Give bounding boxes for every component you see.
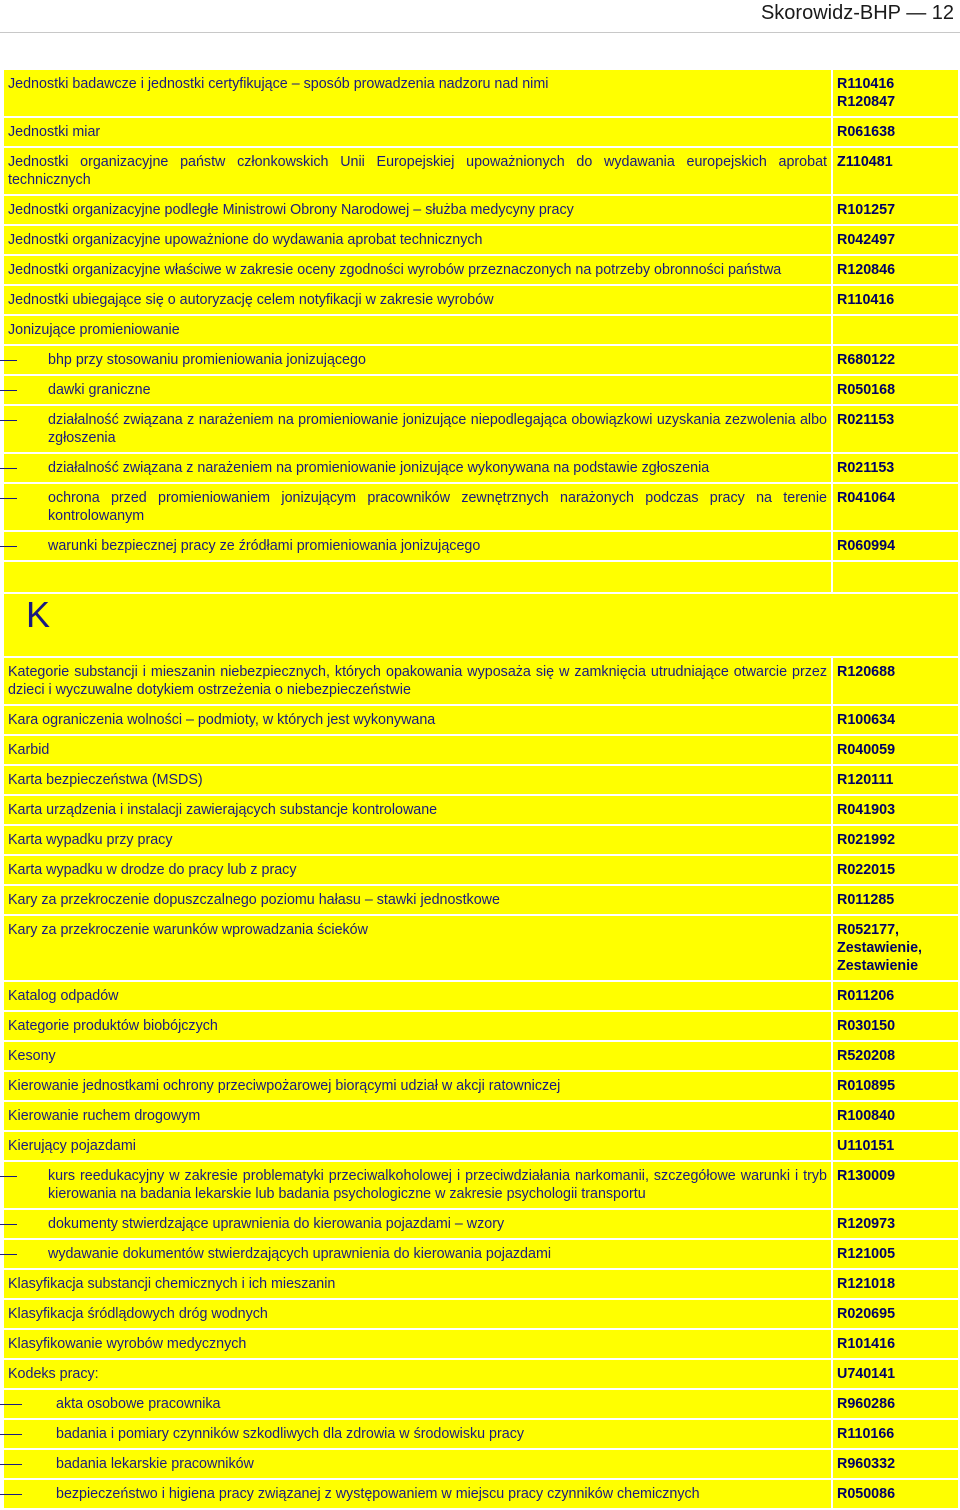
index-topic-cell bbox=[4, 1390, 831, 1418]
index-reference: U110151 bbox=[833, 1132, 958, 1160]
index-reference: R121018 bbox=[833, 1270, 958, 1298]
index-subentry bbox=[8, 351, 827, 369]
index-topic-cell bbox=[4, 658, 831, 704]
index-row bbox=[4, 148, 958, 194]
index-row bbox=[4, 406, 958, 452]
index-topic: Kierowanie jednostkami ochrony przeciwpożarowej biorącymi udział w akcji ratowniczej bbox=[8, 1078, 561, 1094]
index-row bbox=[4, 196, 958, 224]
em-dash-marker bbox=[0, 1176, 17, 1177]
index-topic: dokumenty stwierdzające uprawnienia do kierowania pojazdami – wzory bbox=[48, 1216, 505, 1232]
index-reference: R100840 bbox=[833, 1102, 958, 1130]
index-topic: Kodeks pracy: bbox=[8, 1366, 99, 1382]
index-row bbox=[4, 1072, 958, 1100]
index-row bbox=[4, 1240, 958, 1268]
index-row bbox=[4, 1042, 958, 1070]
index-row bbox=[4, 856, 958, 884]
section-letter-row bbox=[4, 594, 958, 656]
index-topic-cell bbox=[4, 766, 831, 794]
index-row bbox=[4, 982, 958, 1010]
index-topic-cell bbox=[4, 1132, 831, 1160]
index-reference: U740141 bbox=[833, 1360, 958, 1388]
index-topic-cell bbox=[4, 1420, 831, 1448]
index-row bbox=[4, 1270, 958, 1298]
index-topic: badania lekarskie pracowników bbox=[56, 1456, 254, 1472]
em-dash-marker bbox=[0, 1434, 22, 1435]
index-topic: Karta wypadku przy pracy bbox=[8, 832, 173, 848]
index-row bbox=[4, 1102, 958, 1130]
index-topic-cell bbox=[4, 376, 831, 404]
index-topic-cell bbox=[4, 916, 831, 980]
index-topic-cell bbox=[4, 1450, 831, 1478]
spacer-row bbox=[4, 562, 958, 592]
index-topic-cell bbox=[4, 826, 831, 854]
em-dash-marker bbox=[0, 546, 17, 547]
em-dash-marker bbox=[0, 420, 17, 421]
index-topic-cell bbox=[4, 316, 831, 344]
index-reference: R110166 bbox=[833, 1420, 958, 1448]
index-reference: R100634 bbox=[833, 706, 958, 734]
index-section-j bbox=[4, 70, 958, 560]
index-topic: dawki graniczne bbox=[48, 382, 151, 398]
index-row bbox=[4, 796, 958, 824]
index-topic-cell bbox=[4, 226, 831, 254]
em-dash-marker bbox=[0, 468, 17, 469]
index-reference: R120846 bbox=[833, 256, 958, 284]
index-row bbox=[4, 916, 958, 980]
index-reference: R120973 bbox=[833, 1210, 958, 1238]
index-topic-cell bbox=[4, 454, 831, 482]
index-reference: R011285 bbox=[833, 886, 958, 914]
index-row bbox=[4, 376, 958, 404]
index-topic: Karta bezpieczeństwa (MSDS) bbox=[8, 772, 203, 788]
index-topic-cell bbox=[4, 286, 831, 314]
index-reference: R040059 bbox=[833, 736, 958, 764]
index-row bbox=[4, 454, 958, 482]
index-topic-cell bbox=[4, 484, 831, 530]
index-topic-cell bbox=[4, 982, 831, 1010]
index-row bbox=[4, 886, 958, 914]
index-row bbox=[4, 736, 958, 764]
index-topic: działalność związana z narażeniem na promieniowanie jonizujące niepodlegająca obowiązkowi uzyskania zezwolenia albo zgłoszenia bbox=[48, 412, 827, 446]
index-subentry bbox=[8, 489, 827, 525]
index-topic: Kesony bbox=[8, 1048, 56, 1064]
index-topic: Kategorie substancji i mieszanin niebezpiecznych, których opakowania wyposaża się w zamknięcia utrudniające otwarcie przez dzieci i wyczuwalne dotykiem ostrzeżenia o niebezpieczeństwie bbox=[8, 664, 827, 698]
index-reference: R030150 bbox=[833, 1012, 958, 1040]
index-subentry bbox=[8, 1425, 827, 1443]
spacer-cell bbox=[4, 562, 831, 592]
index-subentry bbox=[8, 1395, 827, 1413]
index-reference: R022015 bbox=[833, 856, 958, 884]
index-reference: R041903 bbox=[833, 796, 958, 824]
index-topic-cell bbox=[4, 1300, 831, 1328]
index-topic: Karta wypadku w drodze do pracy lub z pracy bbox=[8, 862, 297, 878]
index-topic-cell bbox=[4, 1480, 831, 1508]
index-topic: Kary za przekroczenie warunków wprowadzania ścieków bbox=[8, 922, 368, 938]
index-topic: bezpieczeństwo i higiena pracy związanej z występowaniem w miejscu pracy czynników chemicznych bbox=[56, 1486, 700, 1502]
index-topic-cell bbox=[4, 1042, 831, 1070]
index-row bbox=[4, 1420, 958, 1448]
index-reference: R020695 bbox=[833, 1300, 958, 1328]
index-section-separator bbox=[4, 562, 958, 656]
index-table bbox=[2, 68, 960, 1510]
index-topic-cell bbox=[4, 1210, 831, 1238]
index-topic: kurs reedukacyjny w zakresie problematyki przeciwalkoholowej i przeciwdziałania narkomanii, szczegółowe warunki i tryb kierowania na badania lekarskie lub badania psychologiczne w zakresie psychologii transportu bbox=[48, 1168, 827, 1202]
index-row bbox=[4, 1360, 958, 1388]
page-header bbox=[0, 0, 960, 36]
index-reference: R041064 bbox=[833, 484, 958, 530]
index-topic: Karbid bbox=[8, 742, 50, 758]
index-reference: Z110481 bbox=[833, 148, 958, 194]
index-topic: bhp przy stosowaniu promieniowania jonizującego bbox=[48, 352, 366, 368]
index-subentry bbox=[8, 1455, 827, 1473]
index-topic: Karta urządzenia i instalacji zawierających substancje kontrolowane bbox=[8, 802, 438, 818]
index-topic-cell bbox=[4, 886, 831, 914]
index-reference: R101257 bbox=[833, 196, 958, 224]
index-reference bbox=[833, 316, 958, 344]
index-topic-cell bbox=[4, 1240, 831, 1268]
index-row bbox=[4, 658, 958, 704]
index-subentry bbox=[8, 381, 827, 399]
index-topic: Jednostki organizacyjne właściwe w zakresie oceny zgodności wyrobów przeznaczonych na potrzeby obronności państwa bbox=[8, 262, 782, 278]
index-row bbox=[4, 286, 958, 314]
index-row bbox=[4, 346, 958, 374]
index-reference: R120688 bbox=[833, 658, 958, 704]
index-topic: Kary za przekroczenie dopuszczalnego poziomu hałasu – stawki jednostkowe bbox=[8, 892, 500, 908]
index-row bbox=[4, 1012, 958, 1040]
section-letter-cell bbox=[4, 594, 958, 656]
header-rule bbox=[0, 32, 960, 33]
index-row bbox=[4, 706, 958, 734]
index-reference: R960332 bbox=[833, 1450, 958, 1478]
index-reference: R110416 bbox=[833, 286, 958, 314]
index-topic: badania i pomiary czynników szkodliwych dla zdrowia w środowisku pracy bbox=[56, 1426, 525, 1442]
index-row bbox=[4, 532, 958, 560]
index-topic-cell bbox=[4, 1360, 831, 1388]
index-topic-cell bbox=[4, 346, 831, 374]
index-subentry bbox=[8, 1485, 827, 1503]
index-topic-cell bbox=[4, 70, 831, 116]
em-dash-marker bbox=[0, 1254, 17, 1255]
index-topic-cell bbox=[4, 736, 831, 764]
index-topic: Klasyfikowanie wyrobów medycznych bbox=[8, 1336, 247, 1352]
index-topic: Kierowanie ruchem drogowym bbox=[8, 1108, 201, 1124]
index-topic-cell bbox=[4, 706, 831, 734]
index-reference: R052177, Zestawienie, Zestawienie bbox=[833, 916, 958, 980]
index-row bbox=[4, 1330, 958, 1358]
index-topic: Kierujący pojazdami bbox=[8, 1138, 136, 1154]
index-row bbox=[4, 1390, 958, 1418]
index-reference: R042497 bbox=[833, 226, 958, 254]
index-row bbox=[4, 1300, 958, 1328]
index-row bbox=[4, 316, 958, 344]
index-reference: R120111 bbox=[833, 766, 958, 794]
index-row bbox=[4, 1210, 958, 1238]
index-topic: Jednostki organizacyjne upoważnione do wydawania aprobat technicznych bbox=[8, 232, 483, 248]
index-subentry bbox=[8, 411, 827, 447]
index-row bbox=[4, 1450, 958, 1478]
index-reference: R101416 bbox=[833, 1330, 958, 1358]
index-reference: R011206 bbox=[833, 982, 958, 1010]
index-topic-cell bbox=[4, 796, 831, 824]
index-topic-cell bbox=[4, 1012, 831, 1040]
index-topic: Jednostki badawcze i jednostki certyfikujące – sposób prowadzenia nadzoru nad nimi bbox=[8, 76, 549, 92]
index-reference: R110416 R120847 bbox=[833, 70, 958, 116]
index-row bbox=[4, 1480, 958, 1508]
index-subentry bbox=[8, 459, 827, 477]
em-dash-marker bbox=[0, 498, 17, 499]
page-title: Skorowidz-BHP — 12 bbox=[760, 2, 954, 24]
em-dash-marker bbox=[0, 1494, 22, 1495]
index-topic-cell bbox=[4, 406, 831, 452]
index-topic: wydawanie dokumentów stwierdzających uprawnienia do kierowania pojazdami bbox=[48, 1246, 552, 1262]
index-subentry bbox=[8, 537, 827, 555]
index-topic: akta osobowe pracownika bbox=[56, 1396, 221, 1412]
em-dash-marker bbox=[0, 1224, 17, 1225]
index-topic: warunki bezpiecznej pracy ze źródłami promieniowania jonizującego bbox=[48, 538, 481, 554]
index-topic: Jednostki organizacyjne podległe Ministrowi Obrony Narodowej – służba medycyny pracy bbox=[8, 202, 574, 218]
index-reference: R050086 bbox=[833, 1480, 958, 1508]
index-topic-cell bbox=[4, 532, 831, 560]
index-topic-cell bbox=[4, 1102, 831, 1130]
index-section-k bbox=[4, 658, 958, 1508]
index-row bbox=[4, 1162, 958, 1208]
index-reference: R021992 bbox=[833, 826, 958, 854]
index-reference: R010895 bbox=[833, 1072, 958, 1100]
index-topic: działalność związana z narażeniem na promieniowanie jonizujące wykonywana na podstawie zgłoszenia bbox=[48, 460, 710, 476]
index-reference: R050168 bbox=[833, 376, 958, 404]
index-row bbox=[4, 1132, 958, 1160]
index-reference: R021153 bbox=[833, 454, 958, 482]
index-reference: R021153 bbox=[833, 406, 958, 452]
em-dash-marker bbox=[0, 390, 17, 391]
index-row bbox=[4, 256, 958, 284]
em-dash-marker bbox=[0, 360, 17, 361]
index-topic: Jonizujące promieniowanie bbox=[8, 322, 180, 338]
index-topic: Jednostki organizacyjne państw członkowskich Unii Europejskiej upoważnionych do wydawania europejskich aprobat technicznych bbox=[8, 154, 827, 188]
index-subentry bbox=[8, 1245, 827, 1263]
index-row bbox=[4, 118, 958, 146]
index-topic-cell bbox=[4, 856, 831, 884]
index-row bbox=[4, 766, 958, 794]
index-row bbox=[4, 484, 958, 530]
index-topic-cell bbox=[4, 1072, 831, 1100]
index-reference: R060994 bbox=[833, 532, 958, 560]
index-topic: Jednostki ubiegające się o autoryzację celem notyfikacji w zakresie wyrobów bbox=[8, 292, 494, 308]
index-reference: R130009 bbox=[833, 1162, 958, 1208]
index-topic: ochrona przed promieniowaniem jonizującym pracowników zewnętrznych narażonych podczas pracy na terenie kontrolowanym bbox=[48, 490, 827, 524]
index-reference: R520208 bbox=[833, 1042, 958, 1070]
index-topic-cell bbox=[4, 1270, 831, 1298]
index-topic-cell bbox=[4, 196, 831, 224]
index-topic: Klasyfikacja śródlądowych dróg wodnych bbox=[8, 1306, 268, 1322]
index-topic-cell bbox=[4, 1162, 831, 1208]
index-row bbox=[4, 826, 958, 854]
index-topic: Kategorie produktów biobójczych bbox=[8, 1018, 218, 1034]
index-reference: R061638 bbox=[833, 118, 958, 146]
index-row bbox=[4, 226, 958, 254]
em-dash-marker bbox=[0, 1404, 22, 1405]
index-reference: R960286 bbox=[833, 1390, 958, 1418]
index-row bbox=[4, 70, 958, 116]
index-topic: Kara ograniczenia wolności – podmioty, w których jest wykonywana bbox=[8, 712, 436, 728]
index-topic: Katalog odpadów bbox=[8, 988, 119, 1004]
index-topic: Klasyfikacja substancji chemicznych i ich mieszanin bbox=[8, 1276, 336, 1292]
em-dash-marker bbox=[0, 1464, 22, 1465]
index-topic: Jednostki miar bbox=[8, 124, 101, 140]
index-subentry bbox=[8, 1215, 827, 1233]
index-topic-cell bbox=[4, 256, 831, 284]
index-reference: R680122 bbox=[833, 346, 958, 374]
index-reference: R121005 bbox=[833, 1240, 958, 1268]
section-letter: K bbox=[26, 594, 51, 635]
index-topic-cell bbox=[4, 118, 831, 146]
index-subentry bbox=[8, 1167, 827, 1203]
index-topic-cell bbox=[4, 1330, 831, 1358]
index-topic-cell bbox=[4, 148, 831, 194]
spacer-cell bbox=[833, 562, 958, 592]
